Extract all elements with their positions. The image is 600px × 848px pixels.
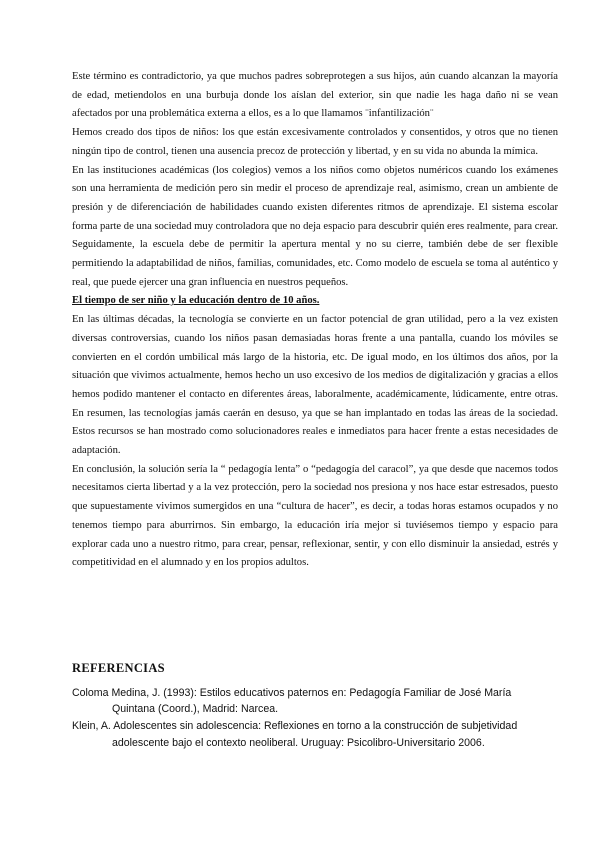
paragraph-conclusion: En conclusión, la solución sería la “ pedagogía lenta” o “pedagogía del caracol”, ya que desde que nacemos todos necesitamos cierta libertad y a la vez protección, pero la sociedad nos presiona y nos hace estar estresados, puesto que supuestamente vivimos sumergidos en una “cultura de hacer”, es decir, a todas horas estamos ocupados y no tenemos tiempo para aburrirnos. Sin embargo, la educación iría mejor si tuviésemos tiempo y espacio para explorar cada uno a nuestro ritmo, para crear, pensar, reflexionar, sentir, y con ello disminuir la ansiedad, estrés y competitividad en el alumnado y en los propios adultos. [72,463,558,569]
paragraph-instituciones: En las instituciones académicas (los colegios) vemos a los niños como objetos numéricos cuando los exámenes son una herramienta de medición pero sin medir el proceso de aprendizaje real, asimismo, crean un ambiente de presión y de diferenciación de habilidades cuando existen diferentes ritmos de aprendizaje. El sistema escolar forma parte de una sociedad muy controladora que no deja espacio para descubrir quién eres realmente, para crear. Seguidamente, la escuela debe de permitir la apertura mental y no su cierre, también debe de ser flexible permitiendo la adaptabilidad de niños, familias, comunidades, etc. Como modelo de escuela se toma al auténtico y real, que puede ejercer una gran influencia en nuestros pequeños. [72,164,558,288]
paragraph-tecnologia: En las últimas décadas, la tecnología se convierte en un factor potencial de gran utilidad, pero a la vez existen diversas controversias, cuando los niños pasan demasiadas horas frente a una pantalla, cuando los móviles se convierten en el cordón umbilical más largo de la historia, etc. De igual modo, en los últimos dos años, por la situación que vivimos actualmente, hemos hecho un uso excesivo de los medios de digitalización y gracias a ellos hemos podido mantener el contacto en diferentes áreas, laboralmente, académicamente, lúdicamente, entre otras. En resumen, las tecnologías jamás caerán en desuso, ya que se han implantado en todas las áreas de la sociedad. Estos recursos se han mostrado como solucionadores reales e inmediatos para hacer frente a estas necesidades de adaptación. [72,314,558,457]
reference-item-klein: Klein, A. Adolescentes sin adolescencia: Reflexiones en torno a la construcción de subjetividad adolescente bajo el contexto neoliberal. Uruguay: Psicolibro-Universitario 2006. [72,720,518,749]
paragraph-infantilizacion: Este término es contradictorio, ya que muchos padres sobreprotegen a sus hijos, aún cuando alcanzan la mayoría de edad, metiendolos en una burbuja donde los aíslan del exterior, sin que nadie les haga daño ni se vean afectados por una problemática externa a ellos, es a lo que llamamos ¨infantilización¨ [72,71,558,120]
paragraph-tipos-de-ninos: Hemos creado dos tipos de niños: los que están excesivamente controlados y consentidos, y otros que no tienen ningún tipo de control, tienen una ausencia precoz de protección y libertad, y en su vida no abunda la mímica. [72,127,558,157]
document-body [72,68,558,573]
references-heading: REFERENCIAS [72,661,165,675]
section-title: El tiempo de ser niño y la educación dentro de 10 años. [72,295,320,307]
reference-item-coloma: Coloma Medina, J. (1993): Estilos educativos paternos en: Pedagogía Familiar de José María Quintana (Coord.), Madrid: Narcea. [72,687,512,716]
references-list [72,685,542,752]
